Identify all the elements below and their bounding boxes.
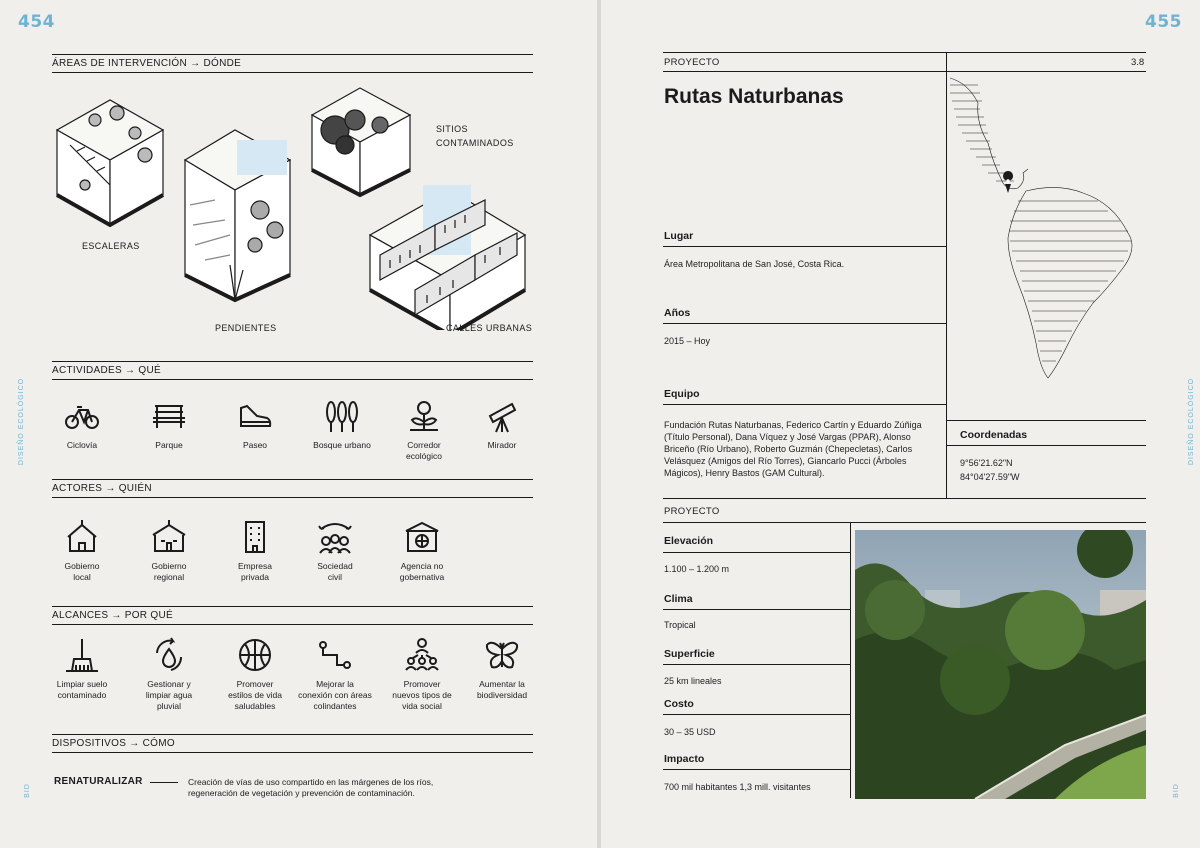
rule: [663, 323, 946, 324]
clima-label: Clima: [664, 593, 693, 605]
stairs-block-drawing: [57, 100, 163, 225]
side-label-bottom: BID: [1172, 783, 1180, 798]
elevacion-label: Elevación: [664, 535, 714, 547]
left-page: [0, 0, 597, 848]
actor-label: Agencia no gobernativa: [399, 561, 445, 582]
actor-label: Empresa privada: [237, 561, 272, 582]
section-alcances-heading: [52, 606, 533, 625]
lugar-label: Lugar: [664, 230, 694, 242]
activity-bosque: [297, 398, 387, 451]
area-label-calles: CALLES URBANAS: [446, 323, 533, 333]
rule: [663, 246, 946, 247]
scope-label: Promover estilos de vida saludables: [228, 679, 282, 711]
office-tower-icon: [237, 519, 273, 555]
activity-label: Ciclovía: [66, 440, 98, 450]
coordenadas-lon: 84°04'27.59"W: [960, 472, 1020, 482]
rule: [663, 769, 850, 770]
section-actividades-heading: [52, 361, 533, 380]
butterfly-icon: [484, 637, 520, 673]
broom-icon: [64, 637, 100, 673]
column-divider: [850, 522, 851, 798]
scope-vida-saludable: [210, 637, 300, 712]
section-heading-text: ÁREAS DE INTERVENCIÓN → DÓNDE: [52, 58, 242, 69]
actor-gobierno-local: [37, 519, 127, 583]
telescope-icon: [484, 398, 520, 434]
contaminated-sites-block-drawing: [312, 88, 410, 195]
area-label-pendientes: PENDIENTES: [215, 323, 277, 333]
page-number: 455: [1145, 12, 1182, 32]
superficie-value: 25 km lineales: [664, 676, 722, 686]
location-pin-icon: [1003, 171, 1013, 193]
plant-corridor-icon: [406, 398, 442, 434]
column-divider: [946, 52, 947, 498]
trees-icon: [324, 398, 360, 434]
actor-label: Gobierno regional: [151, 561, 187, 582]
project-section-header: PROYECTO: [664, 506, 720, 517]
rule: [663, 552, 850, 553]
water-cycle-icon: [151, 637, 187, 673]
scope-label: Limpiar suelo contaminado: [56, 679, 108, 700]
clima-value: Tropical: [664, 620, 696, 630]
section-heading-text: ACTORES → QUIÉN: [52, 483, 152, 494]
actor-empresa-privada: [210, 519, 300, 583]
section-dispositivos-heading: [52, 734, 533, 753]
rule: [663, 522, 1146, 523]
actor-agencia: [377, 519, 467, 583]
rule: [946, 445, 1146, 446]
activity-parque: [124, 398, 214, 451]
activity-paseo: [210, 398, 300, 451]
impacto-value: 700 mil habitantes 1,3 mill. visitantes: [664, 782, 811, 792]
area-label-sitios: SITIOS CONTAMINADOS: [436, 124, 514, 148]
section-heading-text: DISPOSITIVOS → CÓMO: [52, 738, 175, 749]
lugar-value: Área Metropolitana de San José, Costa Rica.: [664, 259, 845, 269]
rule: [663, 714, 850, 715]
section-areas-heading: [52, 54, 533, 73]
scope-conexion: [290, 637, 380, 712]
sneaker-icon: [237, 398, 273, 434]
rule: [663, 498, 1146, 499]
actor-gobierno-regional: [124, 519, 214, 583]
bicycle-icon: [64, 398, 100, 434]
coordenadas-lat: 9°56'21.62"N: [960, 458, 1013, 468]
device-term: RENATURALIZAR: [54, 776, 143, 787]
coordenadas-label: Coordenadas: [960, 429, 1028, 441]
activity-ciclovia: [37, 398, 127, 451]
anios-value: 2015 – Hoy: [664, 336, 711, 346]
bench-icon: [151, 398, 187, 434]
section-heading-text: ACTIVIDADES → QUÉ: [52, 365, 162, 376]
anios-label: Años: [664, 307, 691, 319]
route-connection-icon: [317, 637, 353, 673]
activity-label: Bosque urbano: [313, 440, 371, 450]
scope-biodiversidad: [457, 637, 547, 701]
activity-label: Paseo: [242, 440, 268, 450]
rule: [946, 420, 1146, 421]
device-divider: [150, 782, 178, 783]
activity-mirador: [457, 398, 547, 451]
activity-label: Corredor ecológico: [406, 440, 442, 461]
slopes-block-drawing: [185, 130, 290, 300]
scope-label: Aumentar la biodiversidad: [476, 679, 528, 700]
actor-label: Sociedad civil: [317, 561, 353, 582]
superficie-label: Superficie: [664, 648, 715, 660]
scope-limpiar-suelo: [37, 637, 127, 701]
map-top-rule: [946, 71, 1146, 72]
device-description: Creación de vías de uso compartido en las márgenes de los ríos, regeneración de vegetación y prevención de contaminación.: [188, 777, 434, 798]
scope-vida-social: [377, 637, 467, 712]
social-network-icon: [404, 637, 440, 673]
side-label-bottom: BID: [23, 783, 31, 798]
equipo-label: Equipo: [664, 388, 700, 400]
impacto-label: Impacto: [664, 753, 705, 765]
rule: [663, 609, 850, 610]
town-hall-icon: [64, 519, 100, 555]
activity-corredor: [379, 398, 469, 462]
header-rule: [663, 71, 946, 72]
area-label-escaleras: ESCALERAS: [82, 241, 140, 251]
scope-label: Promover nuevos tipos de vida social: [392, 679, 452, 711]
side-label: DISEÑO ECOLÓGICO: [1188, 377, 1196, 466]
agency-globe-icon: [404, 519, 440, 555]
rule: [663, 664, 850, 665]
scope-agua-pluvial: [124, 637, 214, 712]
actor-label: Gobierno local: [64, 561, 100, 582]
right-page: [601, 0, 1200, 848]
project-title: Rutas Naturbanas: [664, 85, 844, 108]
costo-label: Costo: [664, 698, 694, 710]
page-number: 454: [18, 12, 55, 32]
elevacion-value: 1.100 – 1.200 m: [664, 564, 730, 574]
latin-america-map: [948, 73, 1144, 388]
section-heading-text: ALCANCES → POR QUÉ: [52, 610, 173, 621]
side-label: DISEÑO ECOLÓGICO: [18, 377, 26, 466]
government-building-icon: [151, 519, 187, 555]
people-group-icon: [317, 519, 353, 555]
scope-label: Mejorar la conexión con áreas colindantes: [298, 679, 372, 711]
equipo-value: Fundación Rutas Naturbanas, Federico Cartín y Eduardo Zúñiga (Título Personal), Dana Víquez y José Vargas (PPAR), Alonso Briceño (Río Urbano), Roberto Guzmán (Chepecletas), Carlos Velásquez (Amigos del Río Torres), Giancarlo Pucci (Árboles Mágicos), Henry Bastos (GAM Cultural).: [664, 420, 922, 478]
activity-label: Mirador: [487, 440, 517, 450]
rule: [663, 404, 946, 405]
project-photo: [855, 530, 1146, 799]
ball-icon: [237, 637, 273, 673]
activity-label: Parque: [155, 440, 183, 450]
scope-label: Gestionar y limpiar agua pluvial: [145, 679, 193, 711]
top-rule: [663, 52, 1146, 53]
project-code: 3.8: [1131, 57, 1145, 68]
project-header-label: PROYECTO: [664, 57, 720, 68]
urban-streets-block-drawing: [370, 185, 525, 330]
costo-value: 30 – 35 USD: [664, 727, 716, 737]
section-actores-heading: [52, 479, 533, 498]
actor-sociedad-civil: [290, 519, 380, 583]
